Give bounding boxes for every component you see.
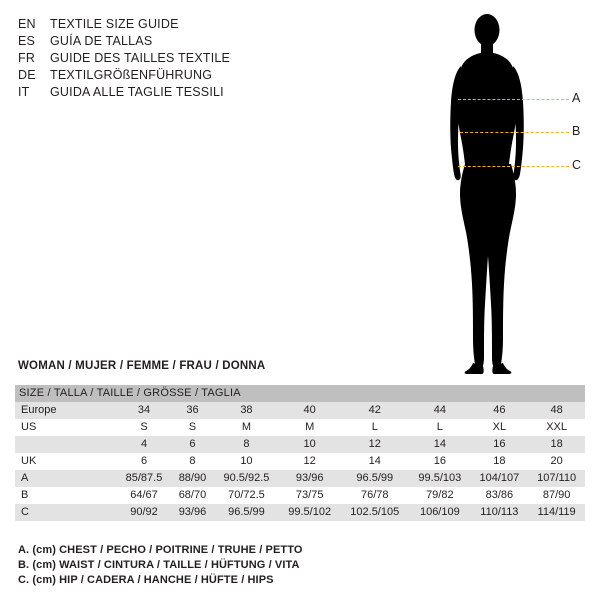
- table-cell: 96.5/99: [214, 504, 279, 521]
- table-cell: M: [279, 419, 340, 436]
- table-header-cell: SIZE / TALLA / TAILLE / GRÖSSE / TAGLIA: [15, 385, 585, 402]
- measure-line-c: [458, 166, 569, 167]
- row-label: B: [15, 487, 117, 504]
- language-code: IT: [18, 85, 30, 99]
- measure-label-c: C: [572, 158, 582, 172]
- row-label: US: [15, 419, 117, 436]
- table-cell: S: [171, 419, 214, 436]
- table-cell: 76/78: [340, 487, 409, 504]
- note-a: A. (cm) CHEST / PECHO / POITRINE / TRUHE / PETTO: [18, 544, 303, 556]
- row-label: Europe: [15, 402, 117, 419]
- table-cell: 87/90: [528, 487, 585, 504]
- table-header-row: [15, 385, 585, 402]
- table-cell: 70/72.5: [214, 487, 279, 504]
- table-cell: 64/67: [117, 487, 171, 504]
- size-table: [15, 385, 585, 521]
- measure-label-a: A: [572, 91, 581, 105]
- table-cell: 110/113: [471, 504, 529, 521]
- table-cell: M: [214, 419, 279, 436]
- language-code: FR: [18, 51, 36, 65]
- language-code: DE: [18, 68, 36, 82]
- table-cell: 96.5/99: [340, 470, 409, 487]
- table-cell: 40: [279, 402, 340, 419]
- language-text: GUÍA DE TALLAS: [50, 34, 153, 48]
- table-row: [15, 402, 585, 419]
- table-cell: 85/87.5: [117, 470, 171, 487]
- table-cell: 18: [471, 453, 529, 470]
- section-title: WOMAN / MUJER / FEMME / FRAU / DONNA: [18, 360, 266, 372]
- table-row: [15, 436, 585, 453]
- table-cell: 34: [117, 402, 171, 419]
- language-code: EN: [18, 17, 36, 31]
- table-row: [15, 453, 585, 470]
- table-cell: 79/82: [409, 487, 470, 504]
- table-cell: 102.5/105: [340, 504, 409, 521]
- row-label: C: [15, 504, 117, 521]
- table-cell: L: [340, 419, 409, 436]
- row-label: [15, 436, 117, 453]
- table-cell: 4: [117, 436, 171, 453]
- table-cell: 88/90: [171, 470, 214, 487]
- table-cell: 90/92: [117, 504, 171, 521]
- table-cell: XL: [471, 419, 529, 436]
- table-cell: 10: [214, 453, 279, 470]
- measure-line-b: [460, 132, 569, 133]
- table-row: [15, 470, 585, 487]
- measurement-notes: [18, 543, 303, 588]
- language-row: [18, 68, 318, 85]
- table-cell: 99.5/102: [279, 504, 340, 521]
- table-cell: 107/110: [528, 470, 585, 487]
- table-cell: 14: [340, 453, 409, 470]
- table-cell: 38: [214, 402, 279, 419]
- table-cell: 16: [471, 436, 529, 453]
- language-header: [18, 17, 318, 102]
- language-row: [18, 51, 318, 68]
- measure-label-b: B: [572, 124, 581, 138]
- table-cell: 20: [528, 453, 585, 470]
- table-cell: 46: [471, 402, 529, 419]
- language-text: TEXTILE SIZE GUIDE: [50, 17, 179, 31]
- language-text: GUIDA ALLE TAGLIE TESSILI: [50, 85, 224, 99]
- table-cell: 99.5/103: [409, 470, 470, 487]
- table-cell: 93/96: [279, 470, 340, 487]
- table-row: [15, 419, 585, 436]
- table-cell: 93/96: [171, 504, 214, 521]
- row-label: A: [15, 470, 117, 487]
- table-cell: 16: [409, 453, 470, 470]
- table-cell: 104/107: [471, 470, 529, 487]
- row-label: UK: [15, 453, 117, 470]
- table-cell: 14: [409, 436, 470, 453]
- table-cell: L: [409, 419, 470, 436]
- silhouette-icon: [420, 8, 595, 378]
- table-cell: 8: [214, 436, 279, 453]
- table-cell: 114/119: [528, 504, 585, 521]
- table-cell: 12: [279, 453, 340, 470]
- table-cell: 12: [340, 436, 409, 453]
- note-c: C. (cm) HIP / CADERA / HANCHE / HÜFTE / HIPS: [18, 574, 274, 586]
- table-row: [15, 504, 585, 521]
- note-b: B. (cm) WAIST / CINTURA / TAILLE / HÜFTUNG / VITA: [18, 559, 300, 571]
- table-cell: S: [117, 419, 171, 436]
- table-cell: 73/75: [279, 487, 340, 504]
- table-cell: 8: [171, 453, 214, 470]
- language-text: TEXTILGRÖßENFÜHRUNG: [50, 68, 213, 82]
- table-row: [15, 487, 585, 504]
- female-silhouette-figure: [420, 8, 595, 378]
- language-row: [18, 85, 318, 102]
- table-cell: 90.5/92.5: [214, 470, 279, 487]
- table-cell: 68/70: [171, 487, 214, 504]
- table-cell: 6: [171, 436, 214, 453]
- table-cell: XXL: [528, 419, 585, 436]
- table-cell: 6: [117, 453, 171, 470]
- measure-line-a: [458, 99, 569, 100]
- language-text: GUIDE DES TAILLES TEXTILE: [50, 51, 231, 65]
- table-cell: 18: [528, 436, 585, 453]
- language-row: [18, 17, 318, 34]
- language-code: ES: [18, 34, 36, 48]
- table-cell: 10: [279, 436, 340, 453]
- table-cell: 48: [528, 402, 585, 419]
- table-cell: 106/109: [409, 504, 470, 521]
- table-cell: 44: [409, 402, 470, 419]
- table-cell: 36: [171, 402, 214, 419]
- language-row: [18, 34, 318, 51]
- table-cell: 42: [340, 402, 409, 419]
- table-cell: 83/86: [471, 487, 529, 504]
